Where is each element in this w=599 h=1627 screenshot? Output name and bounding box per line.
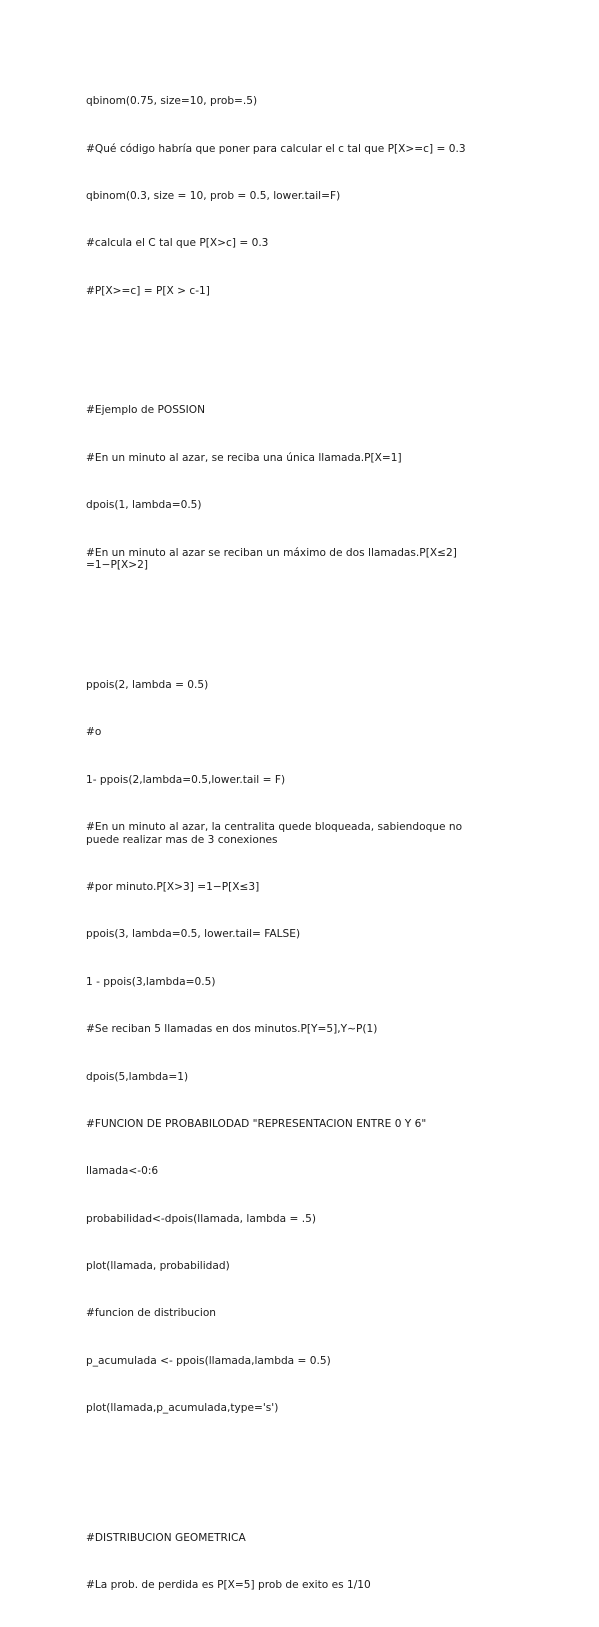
code-line: qbinom(0.3, size = 10, prob = 0.5, lower.tail=F)	[86, 189, 341, 202]
comment-line: #o	[86, 726, 102, 739]
code-line: p_acumulada <- ppois(llamada,lambda = 0.5)	[86, 1354, 331, 1367]
comment-line: #Qué código habría que poner para calcular el c tal que P[X>=c] = 0.3	[86, 142, 466, 155]
comment-line: #En un minuto al azar, la centralita quede bloqueada, sabiendoque no puede realizar mas de 3 conexiones	[86, 821, 463, 846]
code-line: dpois(5,lambda=1)	[86, 1070, 189, 1083]
comment-line: #En un minuto al azar, se reciba una única llamada.P[X=1]	[86, 451, 402, 464]
section-heading: #Ejemplo de POSSION	[86, 404, 206, 417]
code-line: ppois(2, lambda = 0.5)	[86, 678, 209, 691]
code-line: qbinom(0.75, size=10, prob=.5)	[86, 95, 258, 108]
code-listing	[86, 70, 506, 1627]
comment-line: #P[X>=c] = P[X > c-1]	[86, 284, 210, 297]
comment-line: #funcion de distribucion	[86, 1307, 217, 1320]
code-line: probabilidad<-dpois(llamada, lambda = .5)	[86, 1212, 316, 1225]
blank-spacer	[86, 619, 506, 641]
code-line: plot(llamada,p_acumulada,type='s')	[86, 1402, 279, 1415]
code-line: 1- ppois(2,lambda=0.5,lower.tail = F)	[86, 773, 286, 786]
comment-line: #Se reciban 5 llamadas en dos minutos.P[Y=5],Y∼P(1)	[86, 1023, 378, 1036]
code-line: dpois(1, lambda=0.5)	[86, 499, 202, 512]
comment-line: #por minuto.P[X>3] =1−P[X≤3]	[86, 881, 260, 893]
code-line: ppois(3, lambda=0.5, lower.tail= FALSE)	[86, 928, 301, 941]
comment-line: #La prob. de perdida es P[X=5] prob de exito es 1/10	[86, 1579, 371, 1592]
code-line: plot(llamada, probabilidad)	[86, 1260, 230, 1272]
code-line: 1 - ppois(3,lambda=0.5)	[86, 975, 216, 988]
section-heading: #DISTRIBUCION GEOMETRICA	[86, 1531, 246, 1544]
blank-spacer	[86, 1462, 506, 1494]
comment-line: #calcula el C tal que P[X>c] = 0.3	[86, 237, 269, 250]
code-line: llamada<-0:6	[86, 1165, 159, 1178]
comment-line: #FUNCION DE PROBABILODAD "REPRESENTACION ENTRE 0 Y 6"	[86, 1117, 427, 1130]
blank-spacer	[86, 345, 506, 367]
comment-line: #En un minuto al azar se reciban un máximo de dos llamadas.P[X≤2] =1−P[X>2]	[86, 546, 457, 572]
